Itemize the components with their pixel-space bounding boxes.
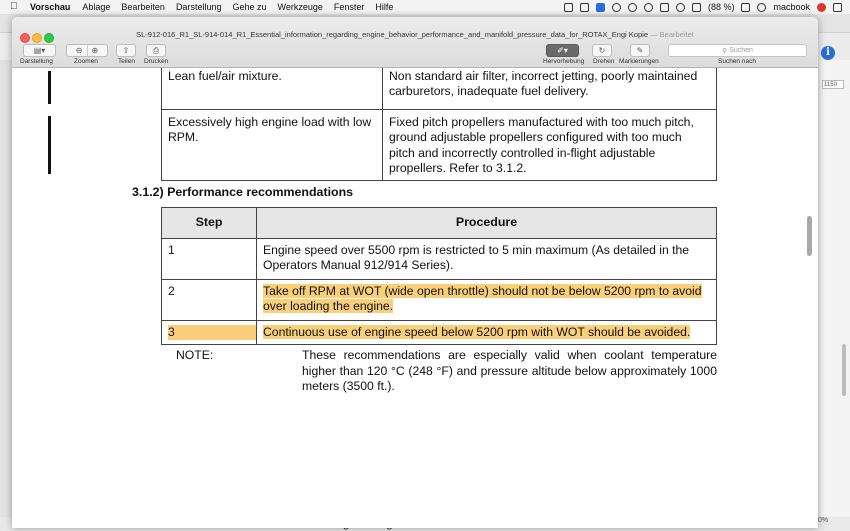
status-icon-2[interactable]: [580, 3, 589, 12]
divider: [87, 45, 88, 56]
document-scrollbar[interactable]: [807, 216, 812, 256]
change-bar: [48, 71, 51, 104]
background-right-panel: [820, 60, 850, 531]
procedure-cell: [257, 321, 717, 345]
background-scrollbar[interactable]: [842, 344, 846, 396]
window-title: [12, 30, 818, 39]
table-row: [162, 239, 717, 280]
search-field-icon: ⚲: [722, 47, 730, 55]
menu-bar: [0, 0, 850, 15]
status-icon-5[interactable]: [628, 3, 637, 12]
wifi-icon[interactable]: [676, 3, 685, 12]
view-button[interactable]: ▤ ▾: [23, 44, 56, 57]
zoom-buttons: [66, 44, 108, 57]
step-cell: 2: [162, 280, 257, 321]
view-label: Darstellung: [20, 58, 53, 65]
highlighted-text[interactable]: Continuous use of engine speed below 5200 rpm with WOT should be avoided.: [263, 325, 691, 339]
menu-werkzeuge[interactable]: Werkzeuge: [277, 2, 323, 12]
zoom-in-icon[interactable]: ⊕: [91, 46, 99, 55]
background-zoom: 0%: [818, 517, 829, 524]
background-ruler-value: 1150: [822, 80, 844, 89]
highlight-pen-icon: ✐: [557, 46, 564, 55]
menu-hilfe[interactable]: Hilfe: [375, 2, 394, 12]
header-step: Step: [162, 208, 257, 239]
search-field[interactable]: [668, 44, 807, 57]
table-row: [162, 280, 717, 321]
search-placeholder: Suchen: [729, 47, 753, 54]
battery-icon[interactable]: [741, 3, 750, 12]
user-name[interactable]: macbook: [773, 2, 810, 12]
window-title-text: SL-912-016_R1_SL-914-014_R1_Essential_information_regarding_engine_behavior_performance_and_manifold_pressure_data_for_ROTAX_Engi Kopie: [136, 30, 648, 39]
share-icon: ⇧: [122, 46, 130, 55]
table-row: [162, 68, 717, 110]
step-cell: [162, 321, 257, 345]
markup-label: Markierungen: [619, 58, 659, 65]
table-row: [162, 110, 717, 181]
search-icon[interactable]: [757, 3, 766, 12]
status-area: [564, 0, 842, 14]
note-label: NOTE:: [176, 348, 214, 362]
menu-app[interactable]: Vorschau: [30, 2, 71, 12]
highlight-button[interactable]: ✐ ▾: [546, 44, 579, 57]
list-icon[interactable]: [833, 3, 842, 12]
section-title: 3.1.2) Performance recommendations: [132, 185, 354, 199]
detail-cell: Fixed pitch propellers manufactured with too much pitch, ground adjustable propellers configured with too much pitch and incorrectly controlled in-flight adjustable propellers. Refer to 3.1.2.: [383, 110, 717, 181]
preview-window: [12, 17, 818, 528]
print-icon: ⎙: [152, 45, 160, 55]
window-toolbar: [12, 17, 818, 68]
menu-ablage[interactable]: Ablage: [82, 2, 111, 12]
bluetooth-icon[interactable]: [660, 3, 669, 12]
procedure-cell: Engine speed over 5500 rpm is restricted to 5 min maximum (As detailed in the Operators Manual 912/914 Series).: [257, 239, 717, 280]
sidebar-icon: ▤: [33, 46, 42, 55]
zoom-out-icon[interactable]: ⊖: [75, 46, 83, 55]
detail-cell: Non standard air filter, incorrect jetting, poorly maintained carburetors, inadequate fuel delivery.: [383, 68, 717, 110]
step-cell: 1: [162, 239, 257, 280]
cause-cell: Excessively high engine load with low RPM.: [162, 110, 383, 181]
info-icon[interactable]: i: [821, 46, 835, 60]
zoom-label: Zoomen: [74, 58, 98, 65]
notification-icon[interactable]: [817, 3, 826, 12]
change-bar: [48, 116, 51, 174]
edited-label[interactable]: — Bearbeitet: [650, 30, 694, 39]
volume-icon[interactable]: [692, 3, 701, 12]
rotate-button[interactable]: [592, 44, 612, 57]
note-text: These recommendations are especially valid when coolant temperature higher than 120 °C (248 °F) and pressure altitude below approximately 1000 meters (3500 ft.).: [302, 348, 717, 394]
procedure-cell: [257, 280, 717, 321]
share-button[interactable]: [116, 44, 136, 57]
status-icon-1[interactable]: [564, 3, 573, 12]
cause-cell: Lean fuel/air mixture.: [162, 68, 383, 110]
markup-icon: ✎: [636, 46, 644, 55]
print-label: Drucken: [144, 58, 169, 65]
menu-bearbeiten[interactable]: Bearbeiten: [121, 2, 165, 12]
header-procedure: Procedure: [257, 208, 717, 239]
table-row: [162, 321, 717, 345]
table-header-row: [162, 208, 717, 239]
markup-button[interactable]: [630, 44, 650, 57]
highlighted-text[interactable]: Take off RPM at WOT (wide open throttle) should not be below 5200 rpm to avoid over loading the engine.: [263, 284, 702, 314]
highlighted-step[interactable]: 3: [168, 325, 256, 340]
print-button[interactable]: [146, 44, 166, 57]
cause-table: [161, 68, 717, 181]
share-label: Teilen: [118, 58, 135, 65]
status-icon-4[interactable]: [612, 3, 621, 12]
menu-gehe-zu[interactable]: Gehe zu: [232, 2, 267, 12]
menu-fenster[interactable]: Fenster: [333, 2, 365, 12]
search-label: Suchen nach: [718, 58, 756, 65]
time-machine-icon[interactable]: [644, 3, 653, 12]
performance-table: [161, 207, 717, 345]
status-icon-3[interactable]: [596, 3, 605, 12]
menu-darstellung[interactable]: Darstellung: [175, 2, 222, 12]
highlight-label: Hervorhebung: [543, 58, 585, 65]
rotate-label: Drehen: [593, 58, 615, 65]
apple-menu-icon[interactable]: [10, 2, 20, 12]
battery-percent[interactable]: (88 %): [707, 2, 735, 12]
rotate-icon: ↻: [598, 46, 606, 55]
document-page[interactable]: [12, 68, 818, 528]
